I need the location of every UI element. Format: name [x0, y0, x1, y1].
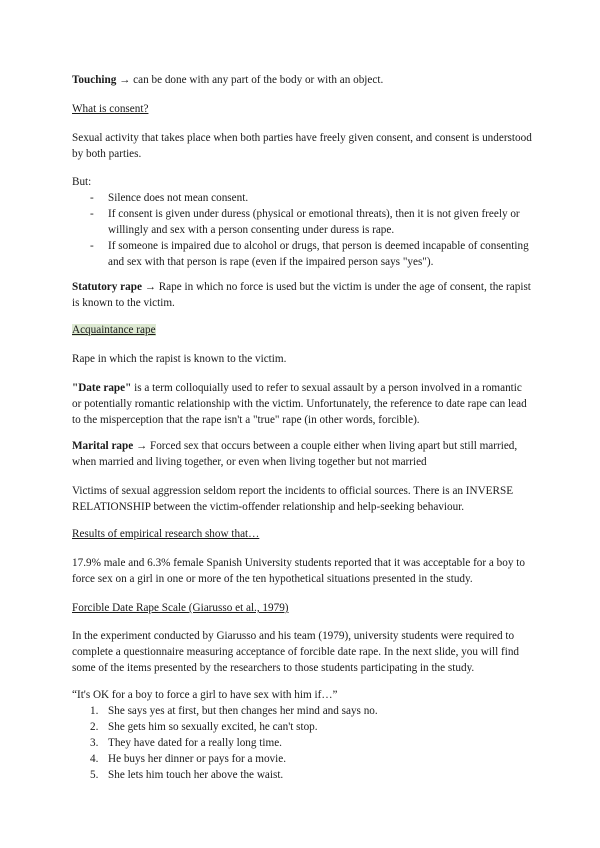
- list-item: - If someone is impaired due to alcohol or drugs, that person is deemed incapable of consenting and sex with that person is rape (even if the impaired person says "yes").: [90, 240, 529, 268]
- but-label: But:: [72, 176, 92, 188]
- arrow-icon: →: [119, 74, 131, 86]
- list-item: 1. She says yes at first, but then changes her mind and says no.: [90, 705, 378, 717]
- list-item: 5. She lets him touch her above the waist.: [90, 769, 284, 781]
- touching-term: Touching: [72, 74, 117, 86]
- list-item: 2. She gets him so sexually excited, he can't stop.: [90, 721, 318, 733]
- item-number: 3.: [90, 737, 99, 749]
- item-number: 5.: [90, 769, 99, 781]
- marital-term: Marital rape: [72, 440, 134, 452]
- scale-text: In the experiment conducted by Giarusso and his team (1979), university students were required to complete a questionnaire measuring acceptance of forcible date rape. In the next slide, you will find some of the items presented by the researchers to those students participating in the study.: [72, 630, 520, 674]
- item-number: 1.: [90, 705, 99, 717]
- acquaintance-definition: Rape in which the rapist is known to the victim.: [72, 353, 287, 365]
- dash-bullet: -: [90, 192, 94, 204]
- results-text: 17.9% male and 6.3% female Spanish University students reported that it was acceptable for a boy to force sex on a girl in one or more of the ten hypothetical situations presented in the study.: [72, 557, 525, 585]
- marital-text: Forced sex that occurs between a couple either when living apart but still married, when married and living together, or even when living together but not married: [72, 440, 518, 468]
- touching-paragraph: [72, 72, 532, 88]
- item-number: 2.: [90, 721, 99, 733]
- acquaintance-heading: Acquaintance rape: [72, 324, 156, 336]
- list-item: - Silence does not mean consent.: [90, 192, 249, 204]
- marital-paragraph: [72, 438, 532, 470]
- touching-text: can be done with any part of the body or with an object.: [130, 74, 384, 86]
- arrow-icon: →: [136, 440, 148, 452]
- list-item: 3. They have dated for a really long time.: [90, 737, 282, 749]
- dash-bullet: -: [90, 240, 94, 252]
- scale-heading: Forcible Date Rape Scale (Giarusso et al., 1979): [72, 602, 289, 614]
- victims-paragraph: Victims of sexual aggression seldom report the incidents to official sources. There is an INVERSE RELATIONSHIP between the victim-offender relationship and help-seeking behaviour.: [72, 485, 514, 513]
- item-number: 4.: [90, 753, 99, 765]
- dash-bullet: -: [90, 208, 94, 220]
- arrow-icon: →: [144, 281, 156, 293]
- date-rape-text: is a term colloquially used to refer to sexual assault by a person involved in a romantic or potentially romantic relationship with the victim. Unfortunately, the reference to date rape can lead to the misperception that the rape isn't a "true" rape (in other words, forcible).: [72, 382, 527, 426]
- list-item: 4. He buys her dinner or pays for a movie.: [90, 753, 287, 765]
- date-rape-term: "Date rape": [72, 382, 132, 394]
- statutory-term: Statutory rape: [72, 281, 142, 293]
- statutory-paragraph: [72, 279, 532, 311]
- date-rape-paragraph: [72, 380, 532, 428]
- statutory-text: Rape in which no force is used but the victim is under the age of consent, the rapist is known to the victim.: [72, 281, 531, 309]
- consent-definition: Sexual activity that takes place when both parties have freely given consent, and consent is understood by both parties.: [72, 132, 532, 160]
- consent-heading: What is consent?: [72, 103, 149, 115]
- scale-quote: “It's OK for a boy to force a girl to have sex with him if…”: [72, 689, 338, 701]
- list-item: - If consent is given under duress (physical or emotional threats), then it is not given freely or willingly and sex with a person consenting under duress is rape.: [90, 208, 520, 236]
- results-heading: Results of empirical research show that…: [72, 528, 260, 540]
